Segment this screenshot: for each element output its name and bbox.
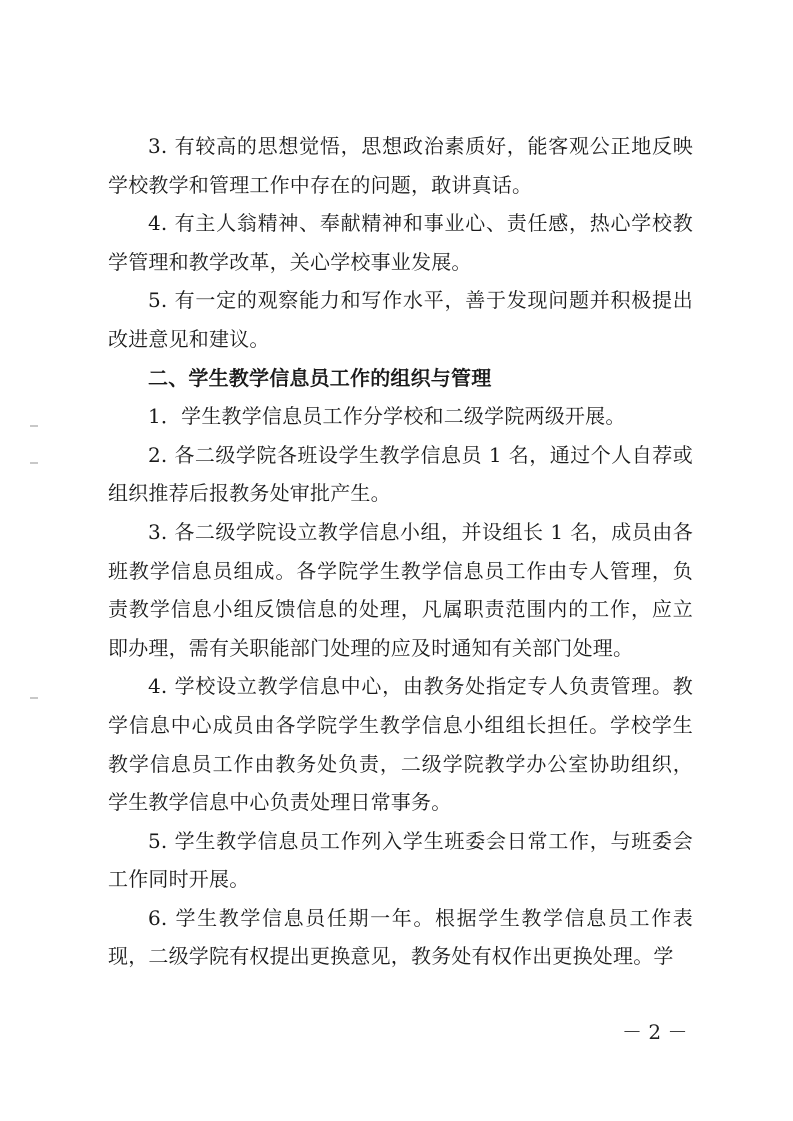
- paragraph-organization-6: 6. 学生教学信息员任期一年。根据学生教学信息员工作表现，二级学院有权提出更换意见，教务处有权作出更换处理。学: [108, 905, 693, 969]
- paragraph-requirement-5: 5. 有一定的观察能力和写作水平，善于发现问题并积极提出改进意见和建议。: [108, 288, 693, 351]
- scan-margin-mark: [30, 462, 38, 464]
- paragraph-organization-3: 3. 各二级学院设立教学信息小组，并设组长 1 名，成员由各班教学信息员组成。各学院学生教学信息员工作由专人管理，负责教学信息小组反馈信息的处理，凡属职责范围内的工作，应立即办理，需有关职能部门处理的应及时通知有关部门处理。: [108, 519, 693, 660]
- page-number: － 2 －: [622, 1020, 688, 1044]
- section-heading: 二、学生教学信息员工作的组织与管理: [148, 365, 492, 390]
- scan-margin-mark: [30, 697, 38, 699]
- paragraph-organization-2: 2. 各二级学院各班设学生教学信息员 1 名，通过个人自荐或组织推荐后报教务处审批产生。: [108, 442, 693, 506]
- paragraph-requirement-4: 4. 有主人翁精神、奉献精神和事业心、责任感，热心学校教学管理和教学改革，关心学校事业发展。: [108, 211, 693, 274]
- paragraph-requirement-3: 3. 有较高的思想觉悟，思想政治素质好，能客观公正地反映学校教学和管理工作中存在的问题，敢讲真话。: [108, 134, 693, 197]
- scan-margin-mark: [30, 425, 38, 427]
- paragraph-organization-1: 1．学生教学信息员工作分学校和二级学院两级开展。: [148, 404, 626, 429]
- paragraph-organization-5: 5. 学生教学信息员工作列入学生班委会日常工作，与班委会工作同时开展。: [108, 828, 693, 892]
- document-body: [108, 127, 693, 976]
- paragraph-organization-4: 4. 学校设立教学信息中心，由教务处指定专人负责管理。教学信息中心成员由各学院学生教学信息小组组长担任。学校学生教学信息员工作由教务处负责，二级学院教学办公室协助组织，学生教学信息中心负责处理日常事务。: [108, 674, 693, 815]
